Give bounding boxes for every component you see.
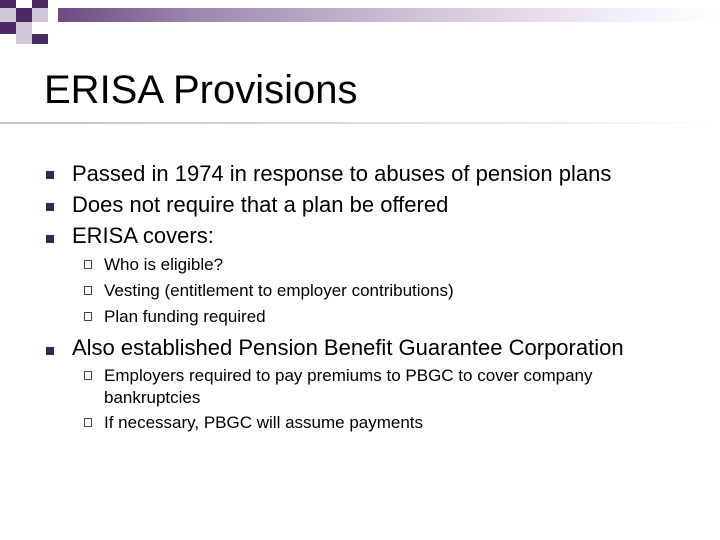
corner-square-8 [16, 34, 32, 44]
sub-bullet-vesting: Vesting (entitlement to employer contributions) [104, 281, 454, 300]
corner-square-1 [0, 0, 16, 8]
sub-bullet-employers-premiums: Employers required to pay premiums to PBGC to cover company [104, 366, 593, 385]
header-gradient-bar [58, 8, 720, 22]
sub-bullet-box-icon [84, 260, 92, 269]
title-divider [0, 122, 720, 124]
bullet-erisa-covers: ERISA covers: [72, 223, 214, 248]
sub-bullet-who-eligible: Who is eligible? [104, 255, 224, 274]
corner-square-6 [0, 22, 16, 34]
bullet-square-icon [46, 171, 54, 179]
sub-bullet-plan-funding: Plan funding required [104, 307, 266, 326]
bullet-square-icon [46, 347, 54, 355]
corner-square-2 [32, 0, 48, 8]
bullet-pbgc-established: Also established Pension Benefit Guarantee Corporation [72, 335, 624, 360]
corner-square-3 [0, 8, 16, 22]
slide-title: ERISA Provisions [44, 68, 358, 112]
bullet-passed-1974: Passed in 1974 in response to abuses of pension plans [72, 161, 612, 186]
sub-bullet-box-icon [84, 286, 92, 295]
sub-bullet-pbgc-assume: If necessary, PBGC will assume payments [104, 413, 424, 432]
corner-square-5 [32, 8, 48, 22]
bullet-square-icon [46, 235, 54, 243]
sub-bullet-employers-premiums-cont: bankruptcies [104, 388, 201, 407]
corner-square-9 [32, 34, 48, 44]
corner-square-7 [16, 22, 32, 34]
bullet-square-icon [46, 203, 54, 211]
sub-bullet-box-icon [84, 418, 92, 427]
sub-bullet-box-icon [84, 312, 92, 321]
bullet-not-require-plan: Does not require that a plan be offered [72, 192, 449, 217]
sub-bullet-box-icon [84, 371, 92, 380]
corner-square-4 [16, 8, 32, 22]
